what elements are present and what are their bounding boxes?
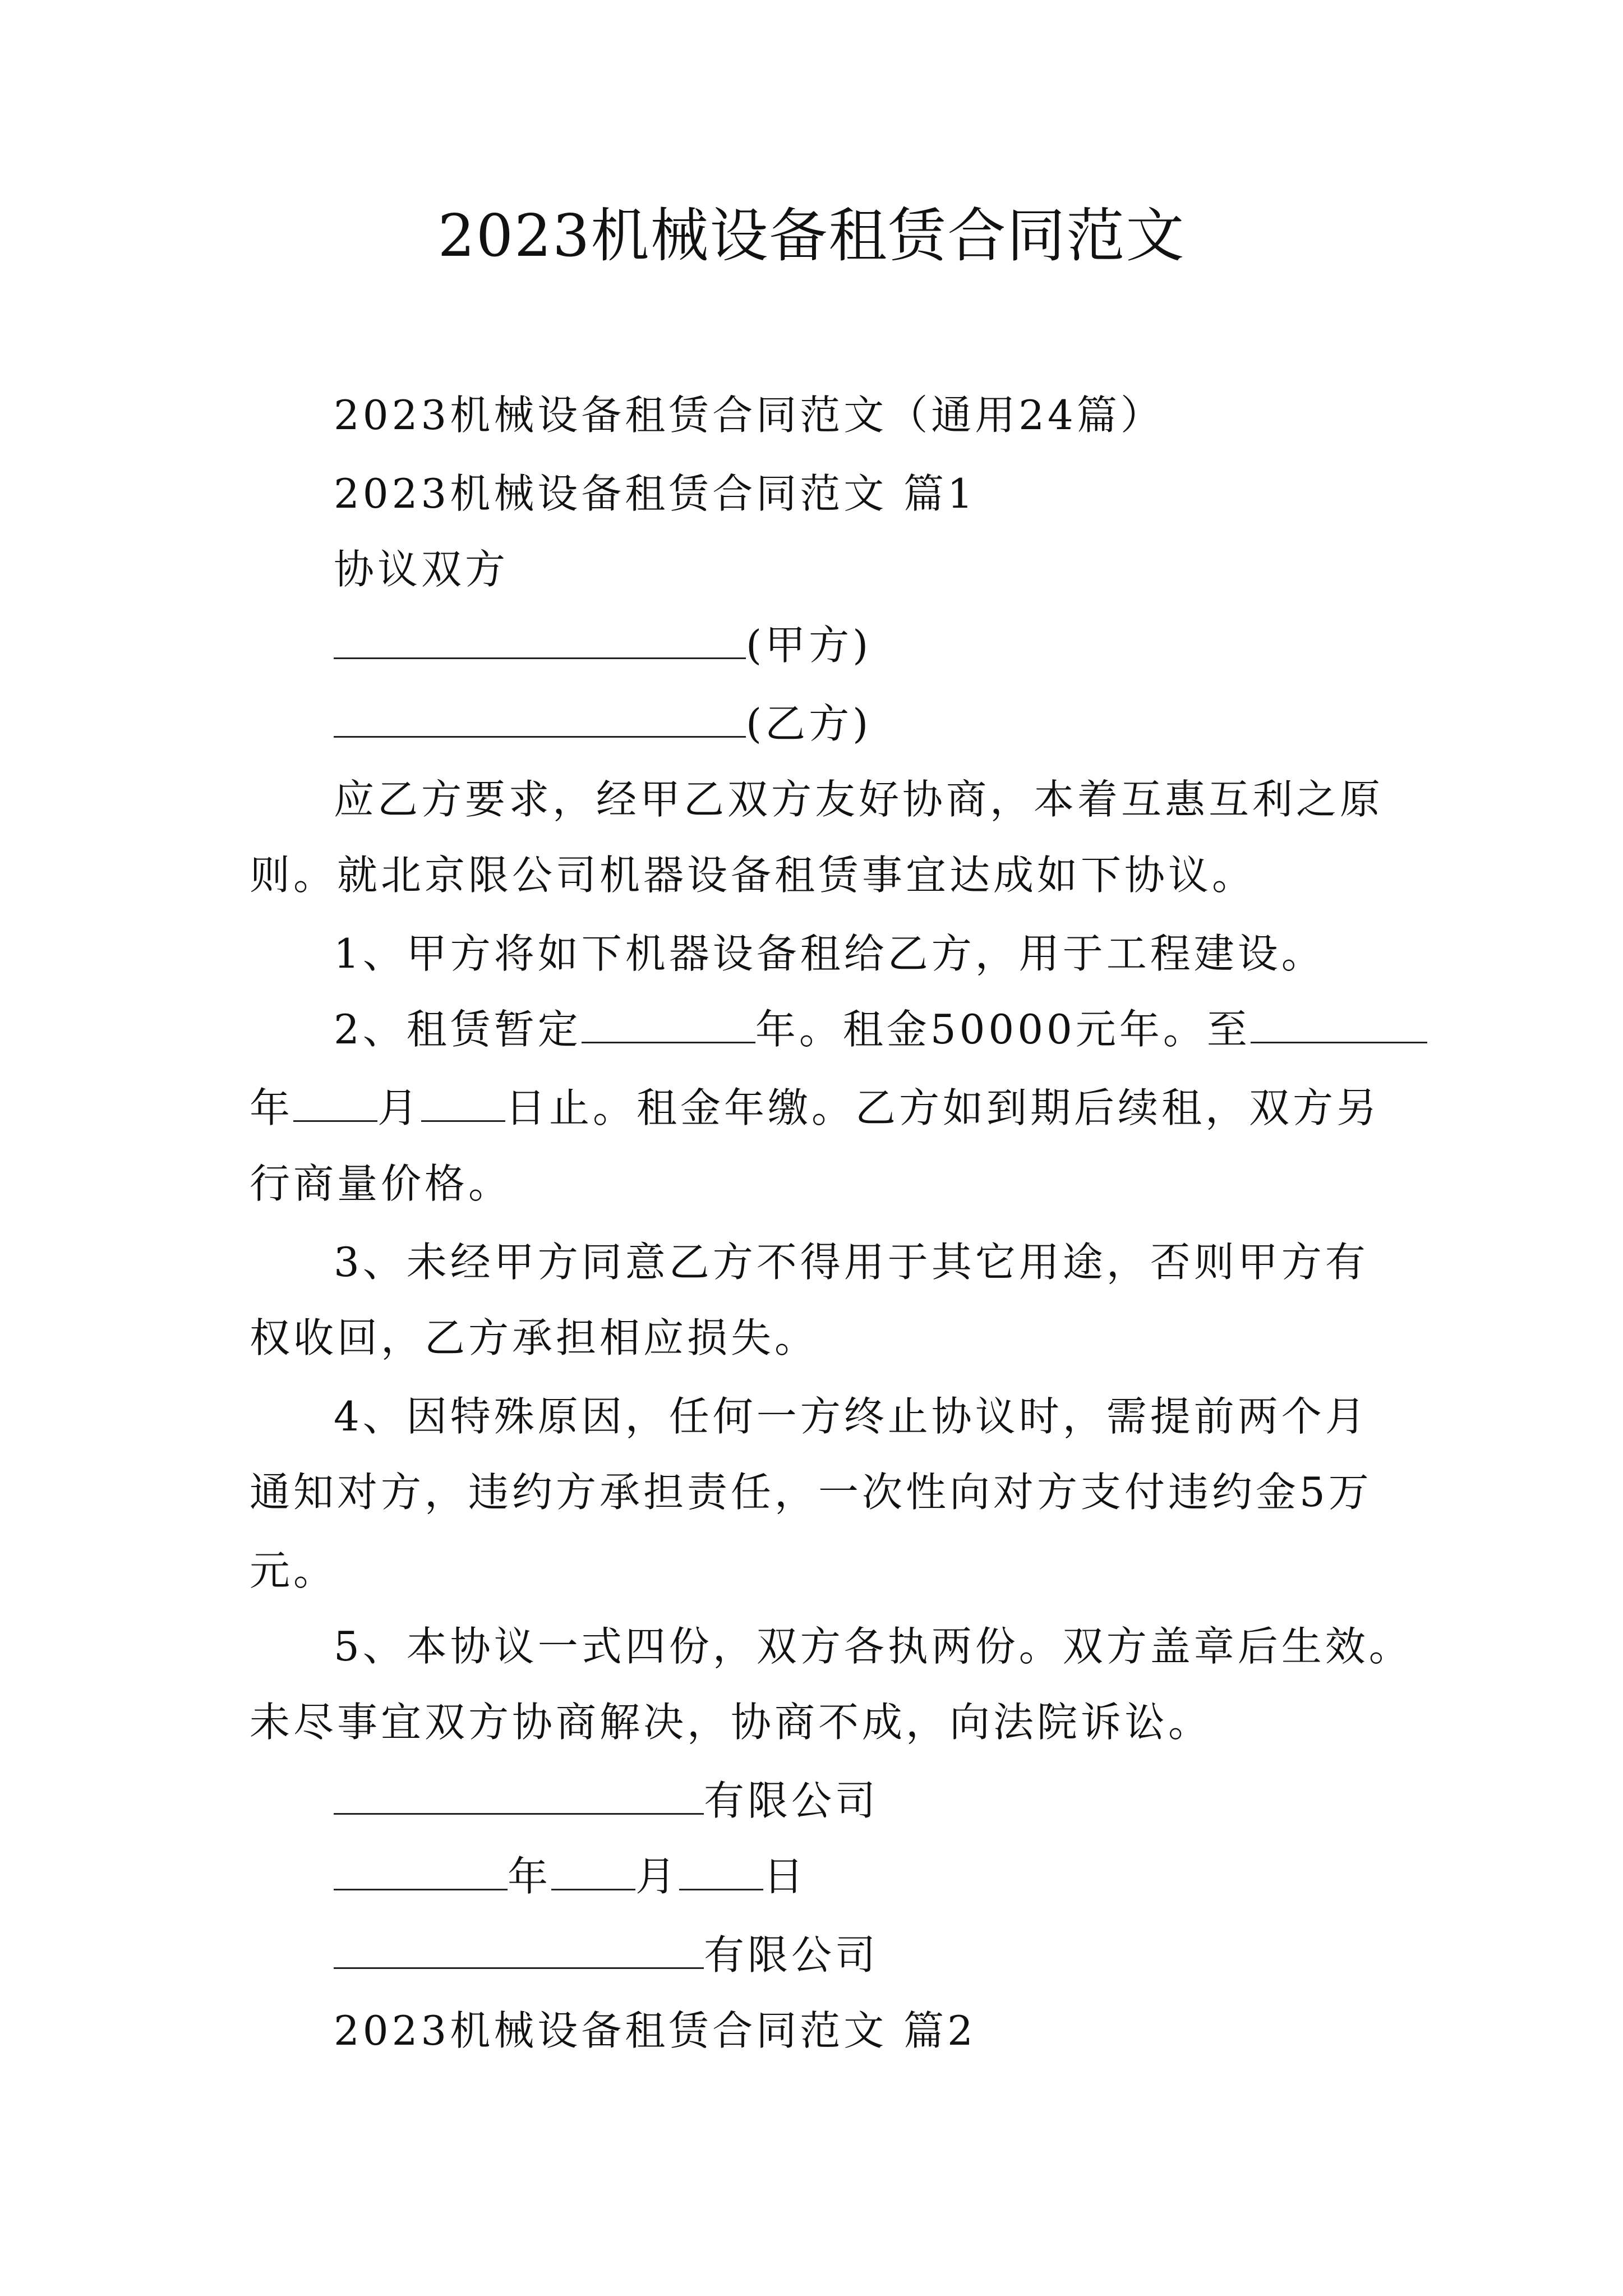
company-2-label: 有限公司	[704, 1931, 879, 1978]
party-a-line	[334, 617, 872, 673]
party-b-blank	[334, 701, 746, 738]
party-b-label: (乙方)	[746, 700, 872, 747]
signature-company-1	[334, 1773, 879, 1829]
clause-4-line-1: 4、因特殊原因，任何一方终止协议时，需提前两个月	[334, 1393, 1369, 1440]
date-month-blank	[551, 1854, 635, 1890]
parties-heading: 协议双方	[334, 546, 509, 593]
company-1-blank	[334, 1778, 704, 1815]
clause-2-month-label: 月	[377, 1084, 422, 1131]
clause-2-day-blank	[421, 1085, 505, 1122]
clause-2-month-blank	[293, 1085, 377, 1122]
clause-4-line-3: 元。	[250, 1547, 338, 1594]
party-a-blank	[334, 623, 746, 659]
document-title: 2023机械设备租赁合同范文	[437, 201, 1186, 270]
clause-2-text-a: 2、租赁暂定	[334, 1006, 582, 1053]
intro-paragraph-line-2: 则。就北京限公司机器设备租赁事宜达成如下协议。	[250, 852, 1256, 899]
section-1-heading: 2023机械设备租赁合同范文 篇1	[334, 470, 976, 517]
intro-paragraph-line-1: 应乙方要求，经甲乙双方友好协商，本着互惠互利之原	[334, 776, 1384, 823]
document-subtitle: 2023机械设备租赁合同范文（通用24篇）	[334, 392, 1164, 439]
clause-2-end-year-blank	[1251, 1007, 1427, 1043]
date-month-label: 月	[635, 1853, 680, 1900]
date-day-blank	[679, 1854, 763, 1890]
signature-company-2	[334, 1927, 879, 1983]
party-b-line	[334, 696, 872, 752]
clause-2-line-1	[334, 1001, 1427, 1057]
clause-1: 1、甲方将如下机器设备租给乙方，用于工程建设。	[334, 930, 1325, 977]
clause-5-line-1: 5、本协议一式四份，双方各执两份。双方盖章后生效。	[334, 1623, 1413, 1670]
clause-4-line-2: 通知对方，违约方承担责任，一次性向对方支付违约金5万	[250, 1469, 1372, 1516]
clause-2-text-c: 日止。租金年缴。乙方如到期后续租，双方另	[505, 1084, 1381, 1131]
company-1-label: 有限公司	[704, 1777, 879, 1824]
clause-2-line-2	[250, 1080, 1380, 1136]
signature-date	[334, 1848, 807, 1904]
date-year-label: 年	[508, 1853, 552, 1900]
date-day-label: 日	[763, 1853, 808, 1900]
clause-3-line-2: 权收回，乙方承担相应损失。	[250, 1314, 819, 1361]
party-a-label: (甲方)	[746, 622, 872, 669]
clause-2-text-b: 年。租金50000元年。至	[755, 1006, 1251, 1053]
clause-3-line-1: 3、未经甲方同意乙方不得用于其它用途，否则甲方有	[334, 1239, 1369, 1286]
clause-2-line-3: 行商量价格。	[250, 1160, 513, 1207]
clause-2-year-label: 年	[250, 1084, 294, 1131]
clause-5-line-2: 未尽事宜双方协商解决，协商不成，向法院诉讼。	[250, 1699, 1212, 1746]
clause-2-years-blank	[582, 1007, 755, 1043]
section-2-heading: 2023机械设备租赁合同范文 篇2	[334, 2007, 976, 2054]
company-2-blank	[334, 1932, 704, 1969]
date-year-blank	[334, 1854, 508, 1890]
